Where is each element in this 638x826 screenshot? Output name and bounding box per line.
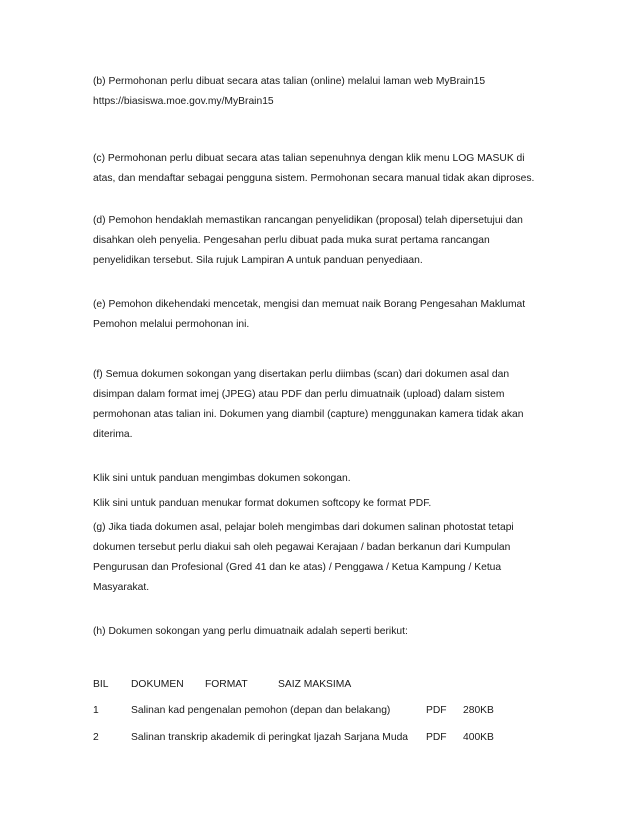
paragraph-b [93,72,553,112]
paragraph-line: (e) Pemohon dikehendaki mencetak, mengisi dan memuat naik Borang Pengesahan Maklumat [93,299,526,310]
paragraph-g [93,518,553,598]
mybrain-url-link[interactable]: https://biasiswa.moe.gov.my/MyBrain15 [93,96,274,107]
paragraph-d [93,211,553,271]
paragraph-c [93,149,553,189]
cell-dokumen: Salinan transkrip akademik di peringkat Ijazah Sarjana Muda [131,732,409,743]
cell-bil: 1 [93,705,99,716]
paragraph-line: penyelidikan tersebut. Sila rujuk Lampiran A untuk panduan penyediaan. [93,255,423,266]
table-header-row [93,675,553,695]
paragraph-h [93,622,553,642]
paragraph-line: (f) Semua dokumen sokongan yang disertakan perlu diimbas (scan) dari dokumen asal dan [93,369,510,380]
table-row [93,701,553,721]
cell-saiz: 280KB [463,705,494,716]
header-dokumen: DOKUMEN [131,679,184,690]
paragraph-f [93,365,553,445]
paragraph-line: (h) Dokumen sokongan yang perlu dimuatnaik adalah seperti berikut: [93,626,408,637]
paragraph-line: disahkan oleh penyelia. Pengesahan perlu dibuat pada muka surat pertama rancangan [93,235,490,246]
paragraph-line: Pengurusan dan Profesional (Gred 41 dan ke atas) / Penggawa / Ketua Kampung / Ketua [93,562,502,573]
paragraph-line: (g) Jika tiada dokumen asal, pelajar boleh mengimbas dari dokumen salinan photostat tetapi [93,522,514,533]
paragraph-line: (b) Permohonan perlu dibuat secara atas talian (online) melalui laman web MyBrain15 [93,76,486,87]
cell-format: PDF [426,732,447,743]
paragraph-line: permohonan atas talian ini. Dokumen yang diambil (capture) menggunakan kamera tidak akan [93,409,524,420]
table-row [93,728,553,748]
cell-saiz: 400KB [463,732,494,743]
pdf-guide-link[interactable]: Klik sini untuk panduan menukar format dokumen softcopy ke format PDF. [93,498,432,509]
cell-bil: 2 [93,732,99,743]
pdf-guide-link-paragraph [93,494,553,514]
paragraph-line: diterima. [93,429,133,440]
paragraph-line: atas, dan mendaftar sebagai pengguna sistem. Permohonan secara manual tidak akan diproses. [93,173,535,184]
paragraph-e [93,295,553,335]
paragraph-line: disimpan dalam format imej (JPEG) atau PDF dan perlu dimuatnaik (upload) dalam sistem [93,389,505,400]
paragraph-line: dokumen tersebut perlu diakui sah oleh pegawai Kerajaan / badan berkanun dari Kumpulan [93,542,511,553]
paragraph-line: (c) Permohonan perlu dibuat secara atas talian sepenuhnya dengan klik menu LOG MASUK di [93,153,525,164]
cell-dokumen: Salinan kad pengenalan pemohon (depan dan belakang) [131,705,391,716]
scan-guide-link[interactable]: Klik sini untuk panduan mengimbas dokumen sokongan. [93,473,351,484]
cell-format: PDF [426,705,447,716]
paragraph-line: (d) Pemohon hendaklah memastikan rancangan penyelidikan (proposal) telah dipersetujui dan [93,215,523,226]
paragraph-line: Masyarakat. [93,582,150,593]
header-format: FORMAT [205,679,248,690]
header-saiz: SAIZ MAKSIMA [278,679,352,690]
paragraph-line: Pemohon melalui permohonan ini. [93,319,250,330]
header-bil: BIL [93,679,109,690]
scan-guide-link-paragraph [93,469,553,489]
